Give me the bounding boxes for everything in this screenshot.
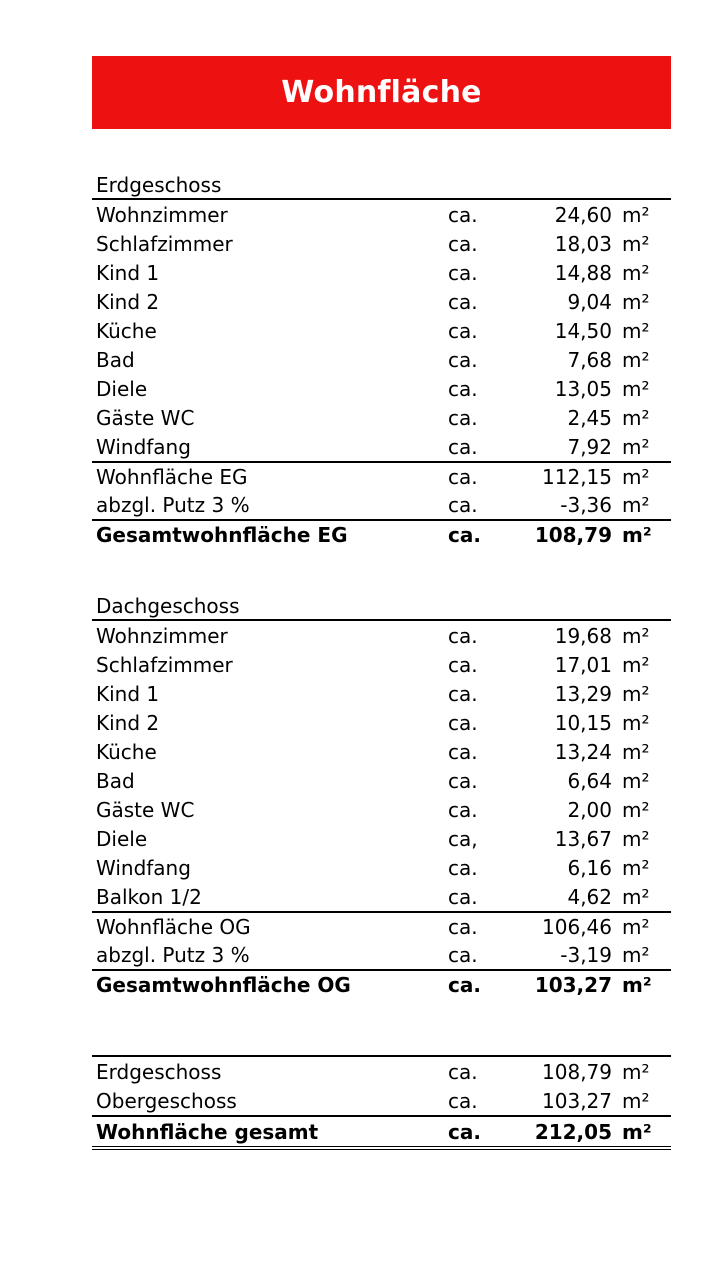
total-unit: m² xyxy=(622,522,652,547)
row-value: 13,29 xyxy=(554,681,612,706)
table-row xyxy=(92,621,671,650)
row-unit: m² xyxy=(622,260,650,285)
grand-total-unit: m² xyxy=(622,1119,652,1144)
total-unit: m² xyxy=(622,972,652,997)
deduction-approx: ca. xyxy=(448,492,478,517)
subtotal-label: Wohnfläche EG xyxy=(96,464,248,489)
summary-approx: ca. xyxy=(448,1088,478,1113)
subtotal-label: Wohnfläche OG xyxy=(96,914,251,939)
row-label: Kind 1 xyxy=(96,681,160,706)
total-approx: ca. xyxy=(448,972,481,997)
row-approx: ca. xyxy=(448,376,478,401)
table-row xyxy=(92,403,671,432)
row-label: Bad xyxy=(96,347,135,372)
row-value: 6,16 xyxy=(567,855,612,880)
subtotal-approx: ca. xyxy=(448,464,478,489)
total-approx: ca. xyxy=(448,522,481,547)
summary-row xyxy=(92,1057,671,1086)
row-value: 17,01 xyxy=(554,652,612,677)
row-label: Diele xyxy=(96,376,148,401)
subtotal-row xyxy=(92,461,671,490)
row-label: Küche xyxy=(96,739,157,764)
summary-label: Obergeschoss xyxy=(96,1088,237,1113)
table-row xyxy=(92,853,671,882)
summary-approx: ca. xyxy=(448,1059,478,1084)
subtotal-row xyxy=(92,911,671,940)
row-value: 10,15 xyxy=(554,710,612,735)
table-row xyxy=(92,766,671,795)
row-value: 13,05 xyxy=(554,376,612,401)
row-approx: ca. xyxy=(448,710,478,735)
row-unit: m² xyxy=(622,855,650,880)
summary-unit: m² xyxy=(622,1059,650,1084)
row-approx: ca. xyxy=(448,739,478,764)
row-value: 19,68 xyxy=(554,623,612,648)
grand-total-label: Wohnfläche gesamt xyxy=(96,1119,319,1144)
row-approx: ca. xyxy=(448,884,478,909)
row-approx: ca. xyxy=(448,652,478,677)
row-unit: m² xyxy=(622,739,650,764)
grand-total-row xyxy=(92,1115,671,1150)
total-row xyxy=(92,519,671,548)
row-unit: m² xyxy=(622,652,650,677)
deduction-approx: ca. xyxy=(448,942,478,967)
table-row xyxy=(92,679,671,708)
subtotal-unit: m² xyxy=(622,464,650,489)
row-value: 7,68 xyxy=(567,347,612,372)
deduction-value: -3,19 xyxy=(560,942,612,967)
row-value: 24,60 xyxy=(554,202,612,227)
table-row xyxy=(92,200,671,229)
row-approx: ca. xyxy=(448,318,478,343)
deduction-label: abzgl. Putz 3 % xyxy=(96,942,250,967)
section-heading: Erdgeschoss xyxy=(92,171,671,200)
row-value: 2,45 xyxy=(567,405,612,430)
row-label: Gäste WC xyxy=(96,405,195,430)
subtotal-value: 112,15 xyxy=(542,464,612,489)
table-row xyxy=(92,258,671,287)
row-value: 14,88 xyxy=(554,260,612,285)
deduction-unit: m² xyxy=(622,942,650,967)
row-label: Küche xyxy=(96,318,157,343)
row-unit: m² xyxy=(622,347,650,372)
title-banner xyxy=(92,56,671,129)
row-approx: ca. xyxy=(448,434,478,459)
table-row xyxy=(92,287,671,316)
table-row xyxy=(92,316,671,345)
summary-row xyxy=(92,1086,671,1115)
row-label: Bad xyxy=(96,768,135,793)
section-dachgeschoss xyxy=(92,592,671,998)
deduction-unit: m² xyxy=(622,492,650,517)
row-approx: ca. xyxy=(448,289,478,314)
row-value: 18,03 xyxy=(554,231,612,256)
row-label: Windfang xyxy=(96,434,191,459)
table-row xyxy=(92,795,671,824)
table-row xyxy=(92,708,671,737)
row-value: 13,67 xyxy=(554,826,612,851)
section-erdgeschoss xyxy=(92,171,671,548)
subtotal-approx: ca. xyxy=(448,914,478,939)
row-unit: m² xyxy=(622,768,650,793)
row-unit: m² xyxy=(622,405,650,430)
row-value: 9,04 xyxy=(567,289,612,314)
row-unit: m² xyxy=(622,289,650,314)
subtotal-unit: m² xyxy=(622,914,650,939)
table-row xyxy=(92,824,671,853)
grand-total-approx: ca. xyxy=(448,1119,481,1144)
row-value: 2,00 xyxy=(567,797,612,822)
table-row xyxy=(92,345,671,374)
row-approx: ca. xyxy=(448,797,478,822)
row-label: Schlafzimmer xyxy=(96,231,233,256)
row-label: Wohnzimmer xyxy=(96,623,228,648)
row-approx: ca, xyxy=(448,826,478,851)
row-value: 4,62 xyxy=(567,884,612,909)
row-approx: ca. xyxy=(448,681,478,706)
row-approx: ca. xyxy=(448,347,478,372)
row-unit: m² xyxy=(622,434,650,459)
row-unit: m² xyxy=(622,623,650,648)
table-row xyxy=(92,882,671,911)
deduction-row xyxy=(92,490,671,519)
row-unit: m² xyxy=(622,797,650,822)
total-value: 103,27 xyxy=(534,972,612,997)
summary-value: 108,79 xyxy=(542,1059,612,1084)
grand-total-value: 212,05 xyxy=(534,1119,612,1144)
row-value: 13,24 xyxy=(554,739,612,764)
deduction-value: -3,36 xyxy=(560,492,612,517)
row-unit: m² xyxy=(622,884,650,909)
row-label: Wohnzimmer xyxy=(96,202,228,227)
row-value: 7,92 xyxy=(567,434,612,459)
row-label: Gäste WC xyxy=(96,797,195,822)
row-label: Kind 2 xyxy=(96,289,160,314)
row-unit: m² xyxy=(622,710,650,735)
row-value: 6,64 xyxy=(567,768,612,793)
row-unit: m² xyxy=(622,826,650,851)
section-heading: Dachgeschoss xyxy=(92,592,671,621)
row-label: Diele xyxy=(96,826,148,851)
total-value: 108,79 xyxy=(534,522,612,547)
row-label: Kind 1 xyxy=(96,260,160,285)
summary-label: Erdgeschoss xyxy=(96,1059,222,1084)
deduction-label: abzgl. Putz 3 % xyxy=(96,492,250,517)
table-row xyxy=(92,432,671,461)
row-unit: m² xyxy=(622,231,650,256)
row-approx: ca. xyxy=(448,768,478,793)
row-unit: m² xyxy=(622,376,650,401)
deduction-row xyxy=(92,940,671,969)
section-summary xyxy=(92,1055,671,1150)
total-row xyxy=(92,969,671,998)
page-title: Wohnfläche xyxy=(281,75,482,110)
row-unit: m² xyxy=(622,681,650,706)
table-row xyxy=(92,374,671,403)
row-unit: m² xyxy=(622,318,650,343)
subtotal-value: 106,46 xyxy=(542,914,612,939)
row-approx: ca. xyxy=(448,260,478,285)
row-value: 14,50 xyxy=(554,318,612,343)
row-label: Schlafzimmer xyxy=(96,652,233,677)
total-label: Gesamtwohnfläche OG xyxy=(96,972,351,997)
table-row xyxy=(92,650,671,679)
row-approx: ca. xyxy=(448,202,478,227)
row-unit: m² xyxy=(622,202,650,227)
row-label: Windfang xyxy=(96,855,191,880)
row-approx: ca. xyxy=(448,405,478,430)
summary-unit: m² xyxy=(622,1088,650,1113)
table-row xyxy=(92,229,671,258)
row-approx: ca. xyxy=(448,855,478,880)
total-label: Gesamtwohnfläche EG xyxy=(96,522,348,547)
row-approx: ca. xyxy=(448,231,478,256)
summary-value: 103,27 xyxy=(542,1088,612,1113)
row-label: Kind 2 xyxy=(96,710,160,735)
table-row xyxy=(92,737,671,766)
row-label: Balkon 1/2 xyxy=(96,884,202,909)
row-approx: ca. xyxy=(448,623,478,648)
